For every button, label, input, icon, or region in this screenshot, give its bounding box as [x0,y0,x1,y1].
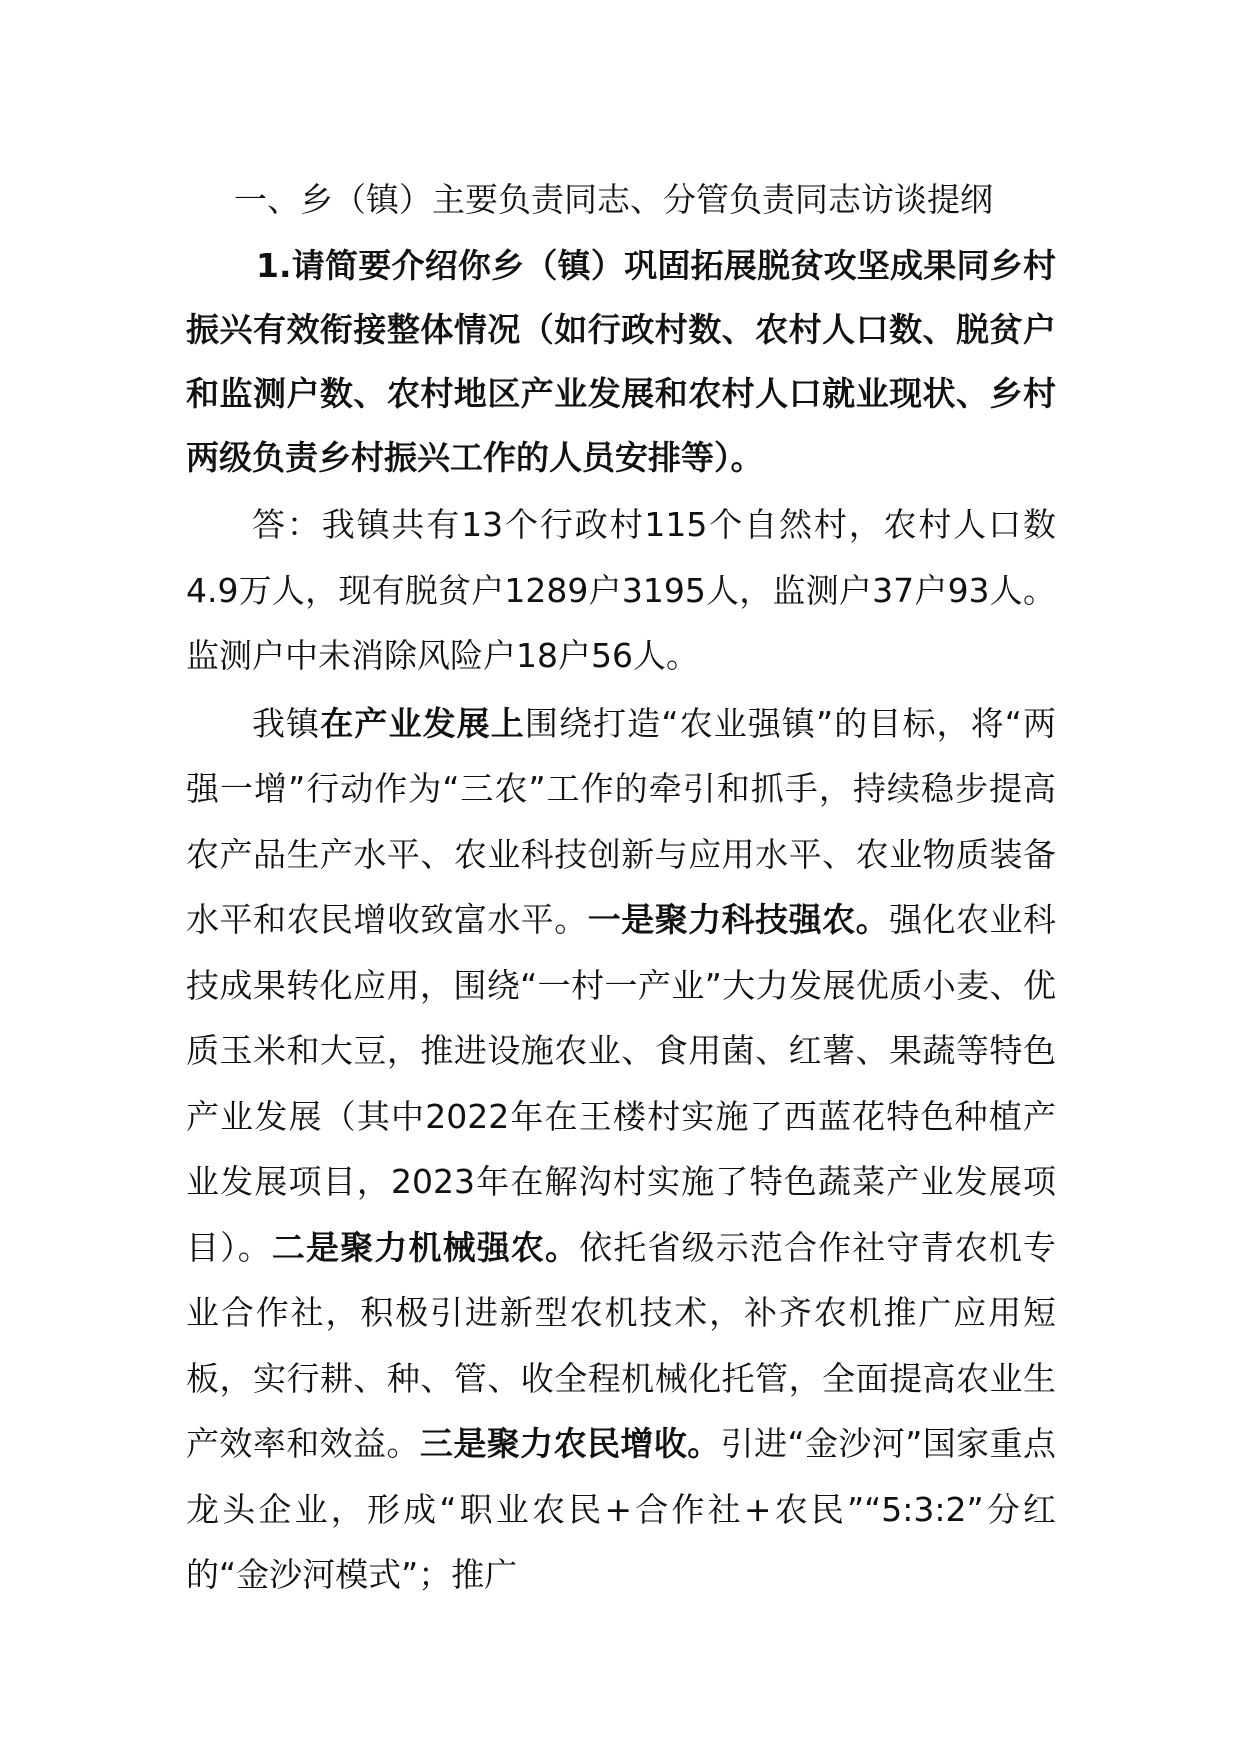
industry-paragraph [186,691,1056,1608]
point-2-title: 二是聚力机械强农。 [271,1227,580,1267]
industry-intro-start: 我镇 [252,703,321,743]
point-1-text: 强化农业科技成果转化应用，围绕“一村一产业”大力发展优质小麦、优质玉米和大豆，推进设施农业、食用菌、红薯、果蔬等特色产业发展（其中2022年在王楼村实施了西蓝花特色种植产业发展项目，2023年在解沟村实施了特色蔬菜产业发展项目）。 [186,900,1057,1267]
point-2-text: 依托省级示范合作社守青农机专业合作社，积极引进新型农机技术，补齐农机推广应用短板，实行耕、种、管、收全程机械化托管，全面提高农业生产效率和效益。 [186,1227,1057,1463]
answer-paragraph: 答：我镇共有13个行政村115个自然村，农村人口数4.9万人，现有脱贫户1289户3195人，监测户37户93人。监测户中未消除风险户18户56人。 [186,505,1056,675]
industry-intro-text: 围绕打造“农业强镇”的目标，将“两强一增”行动作为“三农”工作的牵引和抓手，持续稳步提高农产品生产水平、农业科技创新与应用水平、农业物质装备水平和农民增收致富水平。 [186,703,1057,939]
document-page [186,168,1056,1608]
point-3-title: 三是聚力农民增收。 [419,1424,721,1463]
point-3-text: 引进“金沙河”国家重点龙头企业，形成“职业农民+合作社+农民”“5:3:2”分红的“金沙河模式”；推广 [186,1424,1057,1594]
point-1-title: 一是聚力科技强农。 [587,900,890,939]
interview-question: 1.请简要介绍你乡（镇）巩固拓展脱贫攻坚成果同乡村振兴有效衔接整体情况（如行政村数、农村人口数、脱贫户和监测户数、农村地区产业发展和农村人口就业现状、乡村两级负责乡村振兴工作的人员安排等）。 [186,246,1056,477]
industry-intro-emphasis: 在产业发展上 [320,703,525,743]
section-heading: 一、乡（镇）主要负责同志、分管负责同志访谈提纲 [234,180,993,219]
